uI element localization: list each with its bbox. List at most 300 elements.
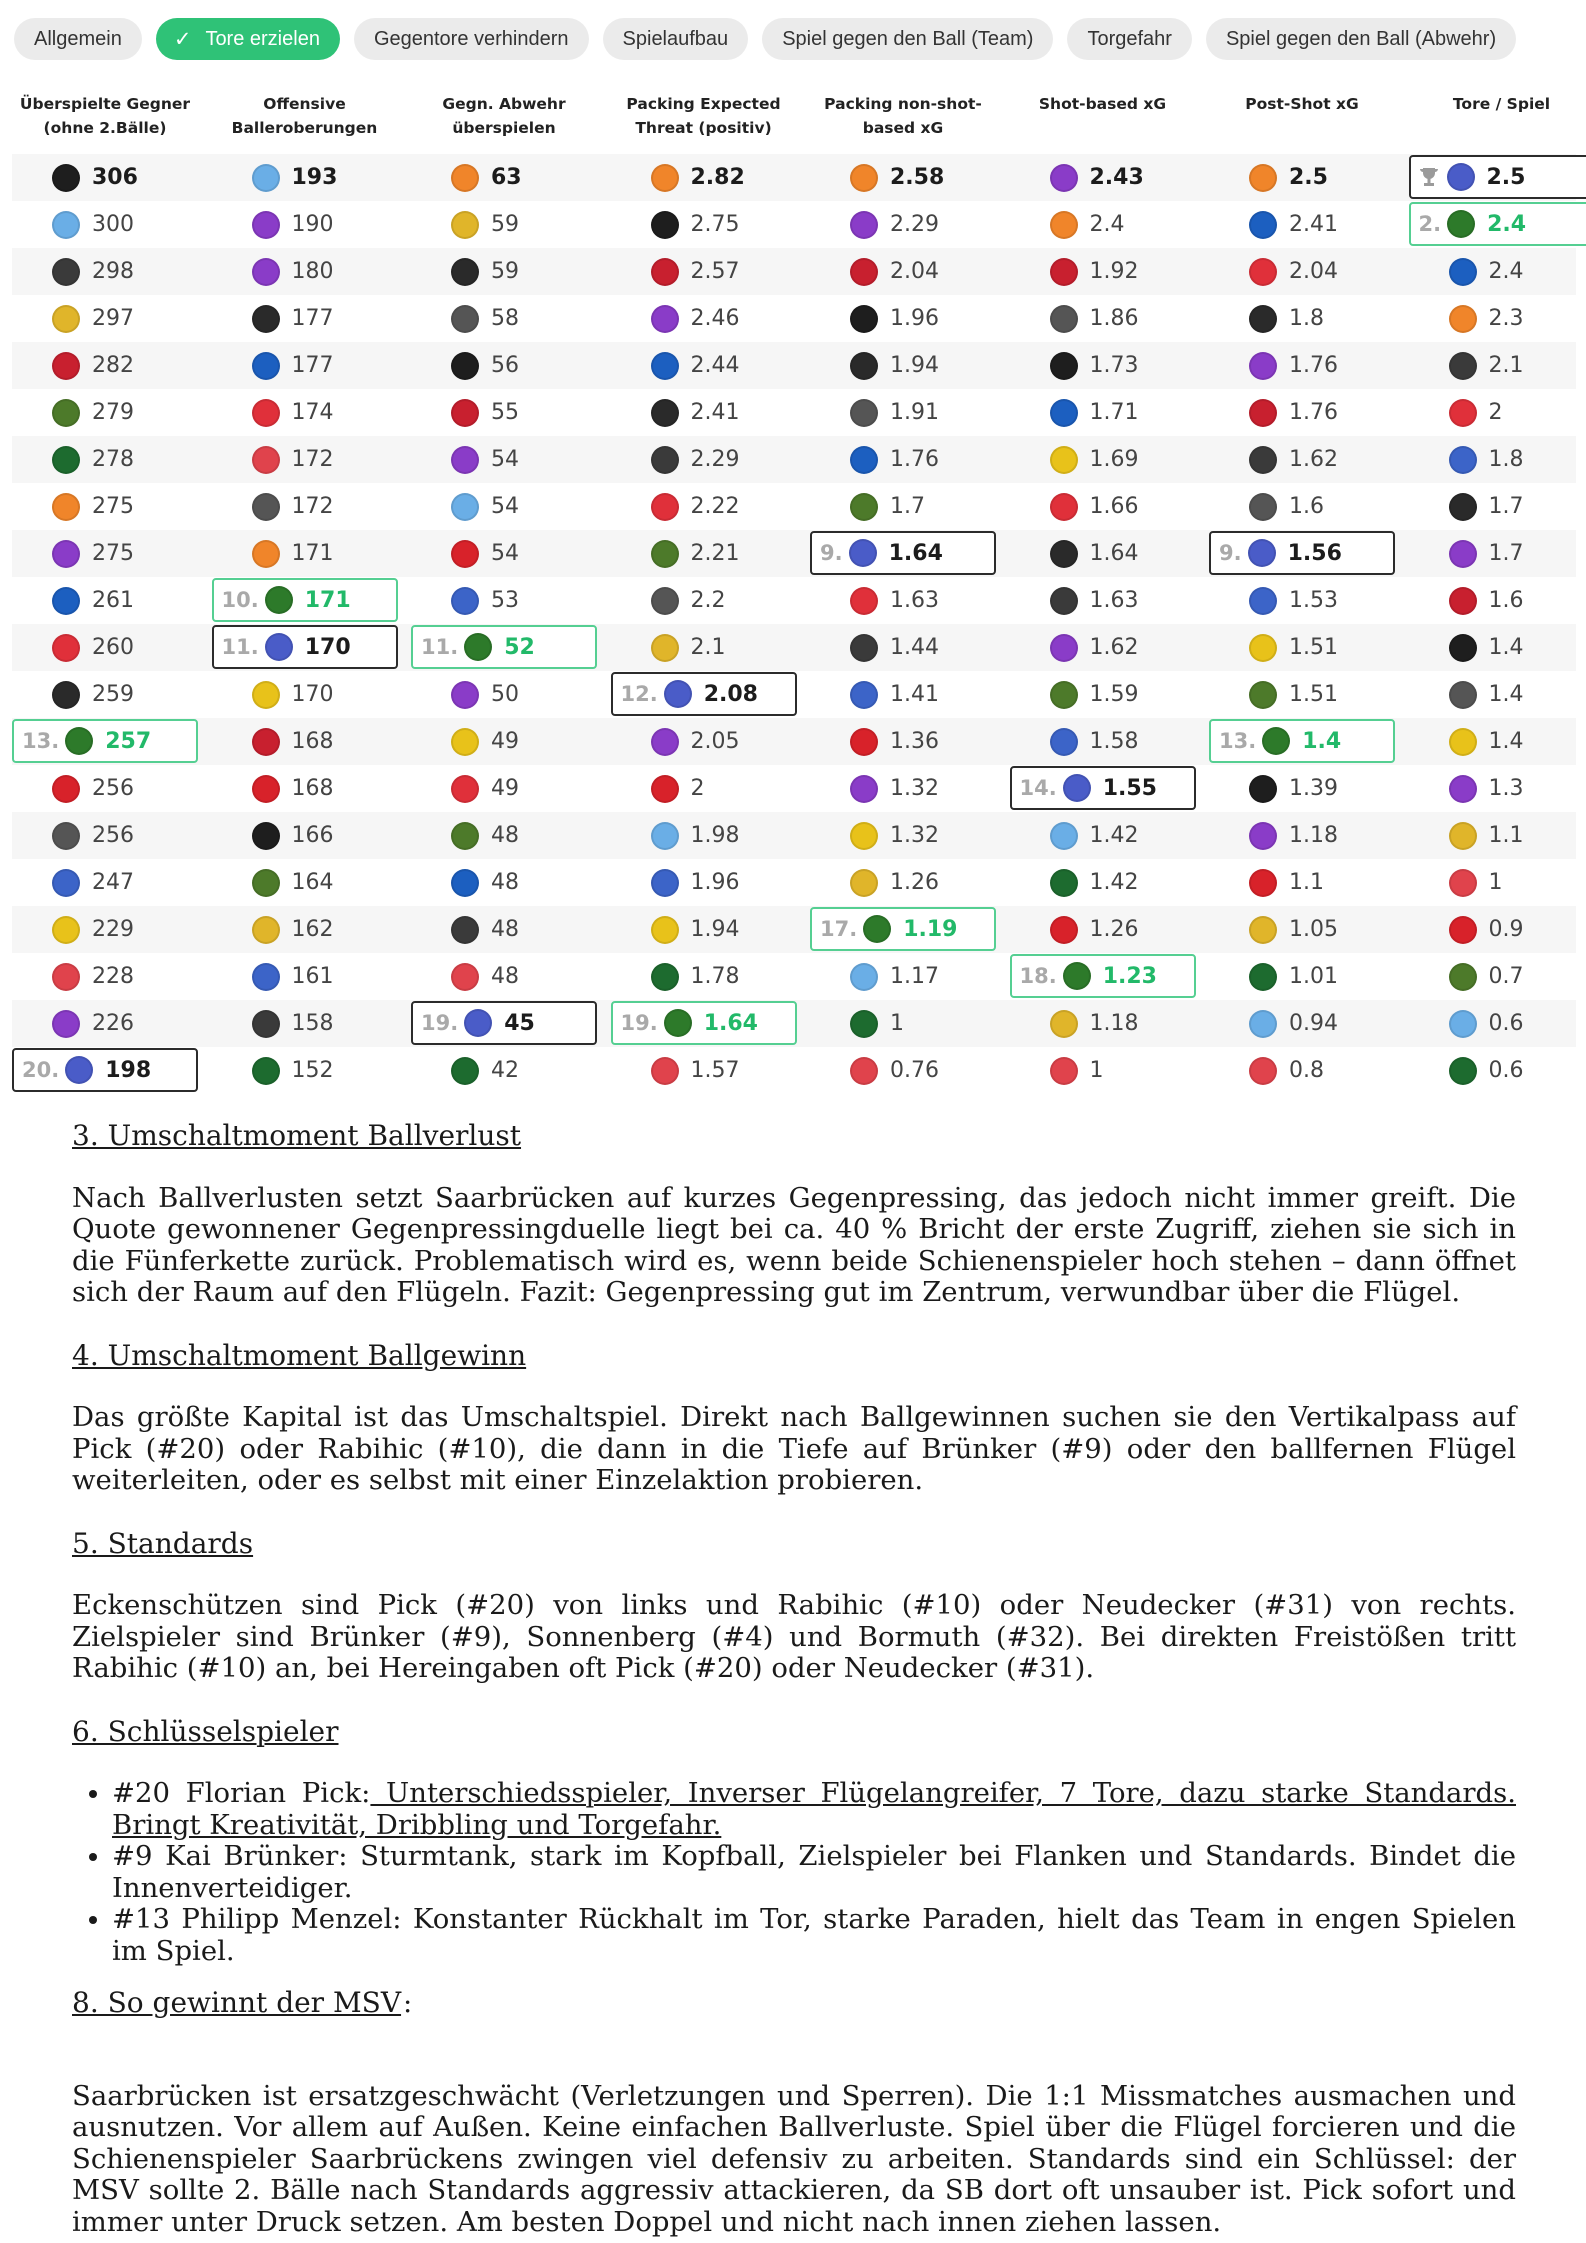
rank-label: 11.	[421, 635, 459, 659]
table-cell[interactable]	[1209, 906, 1395, 953]
team-logo-icon	[1050, 822, 1078, 850]
team-logo-icon	[1449, 305, 1477, 333]
table-cell[interactable]	[212, 671, 398, 718]
table-cell[interactable]	[810, 1047, 996, 1094]
table-cell[interactable]	[212, 389, 398, 436]
metric-value: 2.21	[690, 541, 740, 566]
table-cell[interactable]	[1409, 202, 1586, 246]
column-header[interactable]: Gegn. Abwehr überspielen	[442, 95, 566, 137]
table-cell[interactable]	[611, 1001, 797, 1045]
team-logo-icon	[1050, 305, 1078, 333]
table-cell[interactable]	[12, 906, 198, 953]
table-cell[interactable]	[810, 295, 996, 342]
table-cell[interactable]	[212, 201, 398, 248]
key-players-list	[112, 1778, 1516, 1967]
metric-value: 198	[105, 1057, 152, 1083]
table-cell[interactable]	[212, 625, 398, 669]
table-cell[interactable]	[411, 342, 597, 389]
metric-value: 1.26	[1089, 917, 1139, 942]
team-logo-icon	[451, 352, 479, 380]
table-cell[interactable]	[12, 201, 198, 248]
metric-value: 1.57	[690, 1058, 740, 1083]
team-logo-icon	[1449, 822, 1477, 850]
team-logo-icon	[1249, 869, 1277, 897]
metric-value: 2.44	[690, 353, 740, 378]
table-cell[interactable]	[1209, 201, 1395, 248]
team-logo-icon	[1063, 774, 1091, 802]
table-cell[interactable]	[810, 201, 996, 248]
metric-value: 1.01	[1289, 964, 1338, 989]
table-cell[interactable]	[212, 859, 398, 906]
table-cell[interactable]	[1409, 248, 1586, 295]
table-cell[interactable]	[1209, 765, 1395, 812]
metric-value: 1.17	[890, 964, 939, 989]
table-cell[interactable]	[810, 389, 996, 436]
metric-value: 282	[92, 353, 134, 378]
table-cell[interactable]	[1409, 530, 1586, 577]
table-cell[interactable]	[1409, 812, 1586, 859]
table-cell[interactable]	[1209, 389, 1395, 436]
metric-value: 1.69	[1089, 447, 1139, 472]
tab-torgefahr[interactable]	[1067, 18, 1192, 60]
table-cell[interactable]	[1010, 389, 1196, 436]
list-item	[112, 1841, 1516, 1904]
table-cell[interactable]	[810, 483, 996, 530]
table-cell[interactable]	[1409, 859, 1586, 906]
table-cell[interactable]	[212, 342, 398, 389]
table-cell[interactable]	[411, 1001, 597, 1045]
table-cell[interactable]	[411, 154, 597, 201]
tab-tore-erzielen[interactable]	[156, 18, 340, 60]
table-cell[interactable]	[1209, 295, 1395, 342]
table-cell[interactable]	[411, 248, 597, 295]
table-cell[interactable]	[1409, 389, 1586, 436]
table-cell[interactable]	[12, 671, 198, 718]
table-cell[interactable]	[12, 953, 198, 1000]
team-logo-icon	[52, 446, 80, 474]
tab-spiel-gegen-den-ball-abwehr[interactable]	[1206, 18, 1516, 60]
metric-value: 306	[92, 165, 138, 190]
table-cell[interactable]	[611, 342, 797, 389]
table-cell[interactable]	[810, 907, 996, 951]
table-cell[interactable]	[611, 154, 797, 201]
metric-value: 170	[304, 634, 351, 660]
table-cell[interactable]	[611, 906, 797, 953]
team-logo-icon	[651, 493, 679, 521]
team-logo-icon	[1249, 822, 1277, 850]
table-cell[interactable]	[1209, 248, 1395, 295]
table-cell[interactable]	[1209, 436, 1395, 483]
table-cell[interactable]	[411, 1047, 597, 1094]
metric-value: 0.7	[1488, 964, 1524, 989]
team-logo-icon	[1449, 775, 1477, 803]
metric-value: 1.94	[690, 917, 740, 942]
table-cell[interactable]	[12, 577, 198, 624]
metric-value: 2.4	[1487, 211, 1527, 237]
metric-value: 1.78	[690, 964, 740, 989]
trophy-icon	[1417, 165, 1441, 189]
table-cell[interactable]	[12, 436, 198, 483]
tab-label: Spiel gegen den Ball (Team)	[782, 27, 1034, 50]
rank-label: 19.	[421, 1011, 459, 1035]
team-logo-icon	[451, 1057, 479, 1085]
table-cell[interactable]	[1209, 154, 1395, 201]
table-cell[interactable]	[411, 953, 597, 1000]
table-cell[interactable]	[1209, 531, 1395, 575]
table-cell[interactable]	[1010, 859, 1196, 906]
table-cell[interactable]	[810, 624, 996, 671]
table-cell[interactable]	[611, 389, 797, 436]
team-logo-icon	[252, 493, 280, 521]
tab-gegentore-verhindern[interactable]	[354, 18, 589, 60]
table-cell[interactable]	[1409, 1047, 1586, 1094]
table-cell[interactable]	[212, 578, 398, 622]
table-cell[interactable]	[411, 436, 597, 483]
team-logo-icon	[52, 305, 80, 333]
metric-value: 58	[491, 306, 519, 331]
table-cell[interactable]	[12, 859, 198, 906]
team-logo-icon	[651, 258, 679, 286]
table-cell[interactable]	[1010, 154, 1196, 201]
table-cell[interactable]	[1209, 1000, 1395, 1047]
table-cell[interactable]	[212, 953, 398, 1000]
column-header[interactable]: Überspielte Gegner (ohne 2.Bälle)	[19, 95, 191, 137]
metric-value: 1	[890, 1011, 904, 1036]
table-cell[interactable]	[810, 531, 996, 575]
metric-value: 1.66	[1089, 494, 1139, 519]
table-cell[interactable]	[411, 389, 597, 436]
metric-value: 152	[291, 1058, 334, 1083]
column-header[interactable]: Offensive Balleroberungen	[231, 95, 378, 137]
team-logo-icon	[1449, 963, 1477, 991]
table-cell[interactable]	[212, 248, 398, 295]
team-logo-icon	[1449, 916, 1477, 944]
metric-value: 1.59	[1089, 682, 1139, 707]
rank-label: 19.	[620, 1011, 658, 1035]
table-cell[interactable]	[12, 483, 198, 530]
metric-value: 45	[504, 1010, 535, 1036]
table-cell[interactable]	[1010, 624, 1196, 671]
tab-spielaufbau[interactable]	[603, 18, 749, 60]
table-cell[interactable]	[611, 483, 797, 530]
table-cell[interactable]	[1409, 483, 1586, 530]
table-cell[interactable]	[611, 295, 797, 342]
metric-value: 2.29	[690, 447, 740, 472]
rank-label: 13.	[22, 729, 60, 753]
table-cell[interactable]	[1010, 766, 1196, 810]
metric-value: 190	[291, 212, 334, 237]
team-logo-icon	[1262, 727, 1290, 755]
table-cell[interactable]	[1209, 671, 1395, 718]
table-cell[interactable]	[1010, 295, 1196, 342]
table-cell[interactable]	[212, 436, 398, 483]
table-cell[interactable]	[611, 812, 797, 859]
table-cell[interactable]	[1209, 342, 1395, 389]
metric-value: 170	[291, 682, 334, 707]
metric-value: 1.7	[890, 494, 925, 519]
table-cell[interactable]	[12, 342, 198, 389]
table-cell[interactable]	[411, 625, 597, 669]
table-cell[interactable]	[1209, 859, 1395, 906]
section-title-schluesselspieler: 6. Schlüsselspieler	[72, 1714, 339, 1748]
table-cell[interactable]	[212, 906, 398, 953]
table-cell[interactable]	[1010, 1047, 1196, 1094]
rank-label: 13.	[1219, 729, 1257, 753]
table-cell[interactable]	[1010, 483, 1196, 530]
team-logo-icon	[451, 869, 479, 897]
table-cell[interactable]	[1209, 812, 1395, 859]
team-logo-icon	[1249, 587, 1277, 615]
table-cell[interactable]	[1209, 1047, 1395, 1094]
table-cell[interactable]	[611, 577, 797, 624]
table-cell[interactable]	[1209, 719, 1395, 763]
team-logo-icon	[252, 258, 280, 286]
table-cell[interactable]	[1010, 577, 1196, 624]
table-cell[interactable]	[1010, 436, 1196, 483]
metric-value: 1.18	[1089, 1011, 1139, 1036]
table-cell[interactable]	[12, 1048, 198, 1092]
column-header[interactable]: Packing Expected Threat (positiv)	[626, 95, 781, 137]
team-logo-icon	[850, 164, 878, 192]
table-cell[interactable]	[1409, 906, 1586, 953]
table-cell[interactable]	[212, 765, 398, 812]
table-cell[interactable]	[1010, 906, 1196, 953]
table-cell[interactable]	[810, 765, 996, 812]
metric-value: 48	[491, 917, 519, 942]
table-cell[interactable]	[1209, 624, 1395, 671]
table-cell[interactable]	[1409, 155, 1586, 199]
metric-value: 2.82	[690, 165, 745, 190]
table-cell[interactable]	[810, 436, 996, 483]
table-cell[interactable]	[212, 1000, 398, 1047]
table-cell[interactable]	[411, 906, 597, 953]
team-logo-icon	[1249, 164, 1277, 192]
team-logo-icon	[252, 305, 280, 333]
metric-value: 1.8	[1289, 306, 1324, 331]
table-cell[interactable]	[12, 1000, 198, 1047]
team-logo-icon	[651, 963, 679, 991]
column-header[interactable]: Packing non-shot-based xG	[824, 95, 982, 137]
table-cell[interactable]	[411, 577, 597, 624]
table-cell[interactable]	[1409, 953, 1586, 1000]
team-logo-icon	[1449, 540, 1477, 568]
rank-label: 2.	[1418, 212, 1442, 236]
table-cell[interactable]	[810, 671, 996, 718]
table-cell[interactable]	[611, 530, 797, 577]
table-cell[interactable]	[212, 483, 398, 530]
metric-value: 1.42	[1089, 870, 1139, 895]
table-cell[interactable]	[810, 154, 996, 201]
metric-value: 1	[1488, 870, 1503, 895]
team-logo-icon	[850, 1057, 878, 1085]
table-cell[interactable]	[1409, 436, 1586, 483]
table-cell[interactable]	[611, 436, 797, 483]
metric-value: 1.6	[1488, 588, 1524, 613]
team-logo-icon	[1449, 1057, 1477, 1085]
table-cell[interactable]	[1409, 671, 1586, 718]
team-logo-icon	[651, 164, 679, 192]
metric-value: 261	[92, 588, 134, 613]
table-cell[interactable]	[212, 1047, 398, 1094]
team-logo-icon	[849, 539, 877, 567]
metric-value: 1.63	[1089, 588, 1139, 613]
table-cell[interactable]	[611, 953, 797, 1000]
team-logo-icon	[651, 728, 679, 756]
table-cell[interactable]	[810, 859, 996, 906]
team-logo-icon	[464, 1009, 492, 1037]
column-header[interactable]: Post-Shot xG	[1245, 95, 1359, 113]
table-cell[interactable]	[12, 530, 198, 577]
metric-value: 162	[291, 917, 334, 942]
team-logo-icon	[1050, 728, 1078, 756]
table-cell[interactable]	[12, 295, 198, 342]
table-cell[interactable]	[611, 859, 797, 906]
table-cell[interactable]	[12, 812, 198, 859]
metric-value: 275	[92, 494, 134, 519]
team-logo-icon	[1249, 681, 1277, 709]
table-cell[interactable]	[12, 248, 198, 295]
team-logo-icon	[252, 728, 280, 756]
team-logo-icon	[850, 352, 878, 380]
metric-value: 54	[491, 447, 519, 472]
table-cell[interactable]	[212, 718, 398, 765]
metric-value: 1.3	[1488, 776, 1524, 801]
metric-value: 1.26	[890, 870, 939, 895]
table-cell[interactable]	[411, 859, 597, 906]
table-cell[interactable]	[411, 812, 597, 859]
table-cell[interactable]	[810, 1000, 996, 1047]
table-cell[interactable]	[212, 295, 398, 342]
team-logo-icon	[1050, 211, 1078, 239]
table-cell[interactable]	[1409, 1000, 1586, 1047]
team-logo-icon	[52, 1010, 80, 1038]
table-cell[interactable]	[1010, 1000, 1196, 1047]
team-logo-icon	[52, 493, 80, 521]
table-cell[interactable]	[810, 812, 996, 859]
table-cell[interactable]	[12, 765, 198, 812]
metric-value: 2.1	[690, 635, 726, 660]
team-logo-icon	[1449, 493, 1477, 521]
table-cell[interactable]	[411, 671, 597, 718]
team-logo-icon	[850, 258, 878, 286]
table-cell[interactable]	[810, 718, 996, 765]
team-logo-icon	[1249, 775, 1277, 803]
metric-value: 48	[491, 964, 519, 989]
team-logo-icon	[1050, 258, 1078, 286]
tab-spiel-gegen-den-ball-team[interactable]	[762, 18, 1053, 60]
team-logo-icon	[464, 633, 492, 661]
table-cell[interactable]	[411, 530, 597, 577]
table-cell[interactable]	[1209, 953, 1395, 1000]
table-cell[interactable]	[1409, 718, 1586, 765]
metric-value: 48	[491, 870, 519, 895]
table-cell[interactable]	[611, 765, 797, 812]
rank-label: 9.	[1219, 541, 1242, 565]
table-cell[interactable]	[810, 248, 996, 295]
table-cell[interactable]	[611, 718, 797, 765]
team-logo-icon	[1050, 540, 1078, 568]
team-logo-icon	[1249, 211, 1277, 239]
metric-value: 1.7	[1488, 541, 1524, 566]
team-logo-icon	[850, 493, 878, 521]
table-cell[interactable]	[1409, 765, 1586, 812]
table-cell[interactable]	[411, 295, 597, 342]
team-logo-icon	[1249, 305, 1277, 333]
table-cell[interactable]	[611, 248, 797, 295]
table-cell[interactable]	[1010, 342, 1196, 389]
column-header[interactable]: Tore / Spiel	[1452, 95, 1551, 113]
table-cell[interactable]	[411, 483, 597, 530]
team-logo-icon	[252, 681, 280, 709]
metric-value: 1.92	[1089, 259, 1139, 284]
table-cell[interactable]	[1010, 812, 1196, 859]
team-logo-icon	[651, 869, 679, 897]
table-cell[interactable]	[1010, 248, 1196, 295]
team-logo-icon	[850, 634, 878, 662]
table-cell[interactable]	[12, 624, 198, 671]
table-cell[interactable]	[212, 812, 398, 859]
table-cell[interactable]	[212, 530, 398, 577]
table-cell[interactable]	[810, 953, 996, 1000]
column-header[interactable]: Shot-based xG	[1038, 95, 1167, 113]
team-logo-icon	[1050, 352, 1078, 380]
table-cell[interactable]	[1209, 577, 1395, 624]
table-cell[interactable]	[611, 1047, 797, 1094]
metric-value: 2.05	[690, 729, 740, 754]
team-logo-icon	[1249, 1010, 1277, 1038]
team-logo-icon	[252, 775, 280, 803]
table-cell[interactable]	[611, 672, 797, 716]
rank-label: 20.	[22, 1058, 60, 1082]
team-logo-icon	[651, 916, 679, 944]
table-cell[interactable]	[810, 577, 996, 624]
metric-value: 1.98	[690, 823, 740, 848]
table-cell[interactable]	[1209, 483, 1395, 530]
table-cell[interactable]	[1409, 342, 1586, 389]
team-logo-icon	[52, 211, 80, 239]
table-cell[interactable]	[1409, 624, 1586, 671]
table-cell[interactable]	[1010, 954, 1196, 998]
table-cell[interactable]	[411, 201, 597, 248]
team-logo-icon	[252, 540, 280, 568]
metric-value: 300	[92, 212, 134, 237]
table-cell[interactable]	[810, 342, 996, 389]
table-cell[interactable]	[12, 154, 198, 201]
table-cell[interactable]	[411, 718, 597, 765]
rank-label: 17.	[820, 917, 858, 941]
metric-value: 1.41	[890, 682, 939, 707]
team-logo-icon	[651, 211, 679, 239]
table-cell[interactable]	[12, 719, 198, 763]
rank-label: 10.	[221, 588, 259, 612]
table-cell[interactable]	[1010, 201, 1196, 248]
tab-allgemein[interactable]	[14, 18, 142, 60]
metric-value: 172	[291, 494, 334, 519]
table-cell[interactable]	[12, 389, 198, 436]
tab-label: Torgefahr	[1087, 27, 1172, 50]
table-cell[interactable]	[1409, 295, 1586, 342]
table-cell[interactable]	[411, 765, 597, 812]
table-cell[interactable]	[1010, 530, 1196, 577]
table-cell[interactable]	[611, 201, 797, 248]
list-item	[112, 1778, 1516, 1841]
metric-value: 49	[491, 776, 519, 801]
table-cell[interactable]	[1010, 718, 1196, 765]
table-cell[interactable]	[212, 154, 398, 201]
table-cell[interactable]	[1409, 577, 1586, 624]
table-cell[interactable]	[611, 624, 797, 671]
table-cell[interactable]	[1010, 671, 1196, 718]
